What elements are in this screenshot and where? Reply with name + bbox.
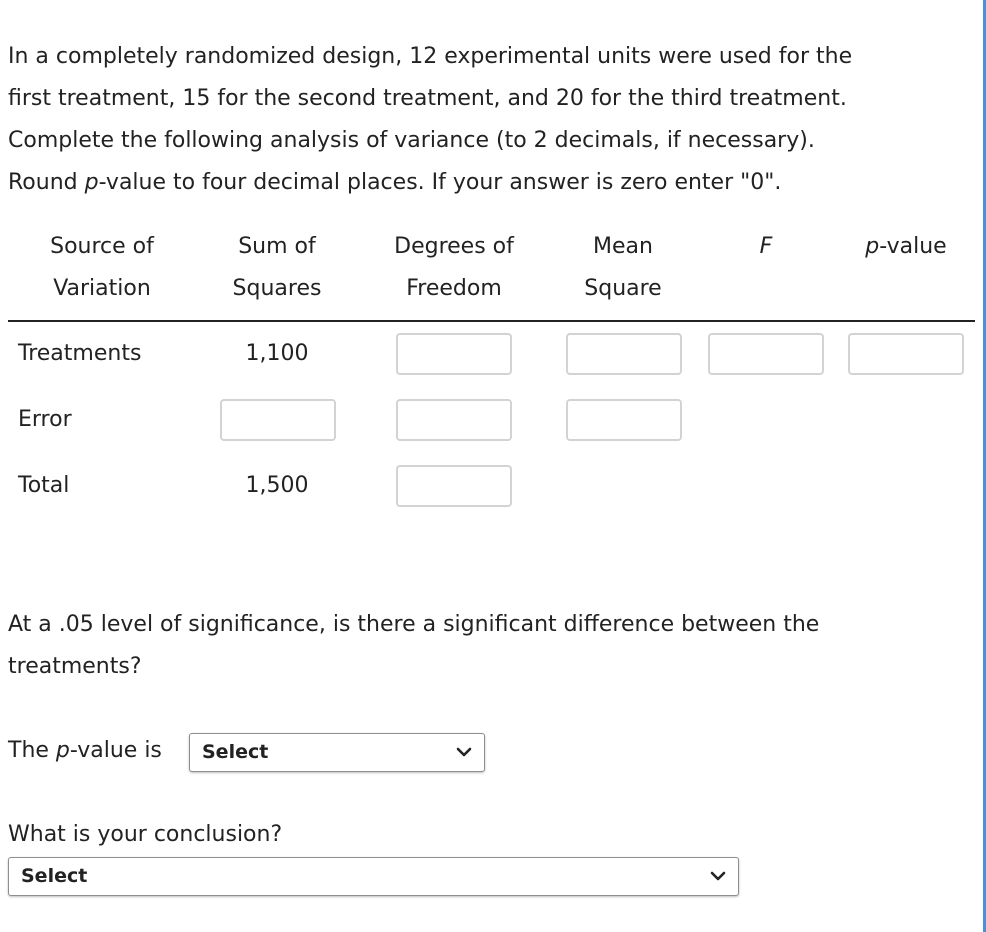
problem-line-2: first treatment, 15 for the second treatment, and 20 for the third treatment. [8,86,847,111]
header-p-value [846,226,966,268]
error-ss-input[interactable] [220,399,336,441]
question-line-1: At a .05 level of significance, is there a significant difference between the [8,612,820,637]
header-source [22,226,182,310]
row-label-treatments: Treatments [18,341,142,366]
header-df-line2: Freedom [406,276,502,301]
treatments-ms-input[interactable] [566,333,682,375]
problem-line-4-p: p [84,170,99,195]
header-f-label: F [759,234,773,259]
p-value-dropdown-value: Select [202,741,269,763]
header-ss-line1: Sum of [238,234,316,259]
significance-question [8,604,819,688]
conclusion-label: What is your conclusion? [8,822,283,847]
chevron-down-icon [456,744,472,760]
error-df-input[interactable] [396,399,512,441]
header-source-line2: Variation [53,276,151,301]
problem-line-3: Complete the following analysis of variance (to 2 decimals, if necessary). [8,128,815,153]
header-degrees-of-freedom [374,226,534,310]
problem-line-4 [8,162,852,204]
problem-line-4-pre: Round [8,170,85,195]
treatments-f-input[interactable] [708,333,824,375]
header-p-rest: -value [879,234,947,259]
p-value-dropdown[interactable] [189,733,485,772]
header-ss-line2: Squares [232,276,322,301]
header-f [726,226,806,268]
row-label-error: Error [18,407,72,432]
header-df-line1: Degrees of [394,234,514,259]
header-ms-line2: Square [584,276,662,301]
problem-line-4-post: -value to four decimal places. If your answer is zero enter "0". [98,170,782,195]
question-line-2: treatments? [8,654,142,679]
header-p-italic: p [865,234,880,259]
p-value-select-label [8,736,162,766]
treatments-df-input[interactable] [396,333,512,375]
row-label-total: Total [18,473,70,498]
header-source-line1: Source of [50,234,154,259]
p-value-label-pre: The [8,738,56,763]
problem-statement [8,36,852,204]
problem-line-1: In a completely randomized design, 12 experimental units were used for the [8,44,853,69]
p-value-label-post: -value is [69,738,162,763]
header-sum-of-squares [202,226,352,310]
header-mean-square [548,226,698,310]
total-df-input[interactable] [396,465,512,507]
conclusion-dropdown[interactable] [8,857,739,896]
treatments-ss-value: 1,100 [245,341,309,366]
error-ms-input[interactable] [566,399,682,441]
conclusion-dropdown-value: Select [21,865,88,887]
chevron-down-icon [710,868,726,884]
p-value-label-p: p [55,738,70,763]
table-header-divider [8,320,975,322]
treatments-p-value-input[interactable] [848,333,964,375]
total-ss-value: 1,500 [245,473,309,498]
header-ms-line1: Mean [593,234,653,259]
